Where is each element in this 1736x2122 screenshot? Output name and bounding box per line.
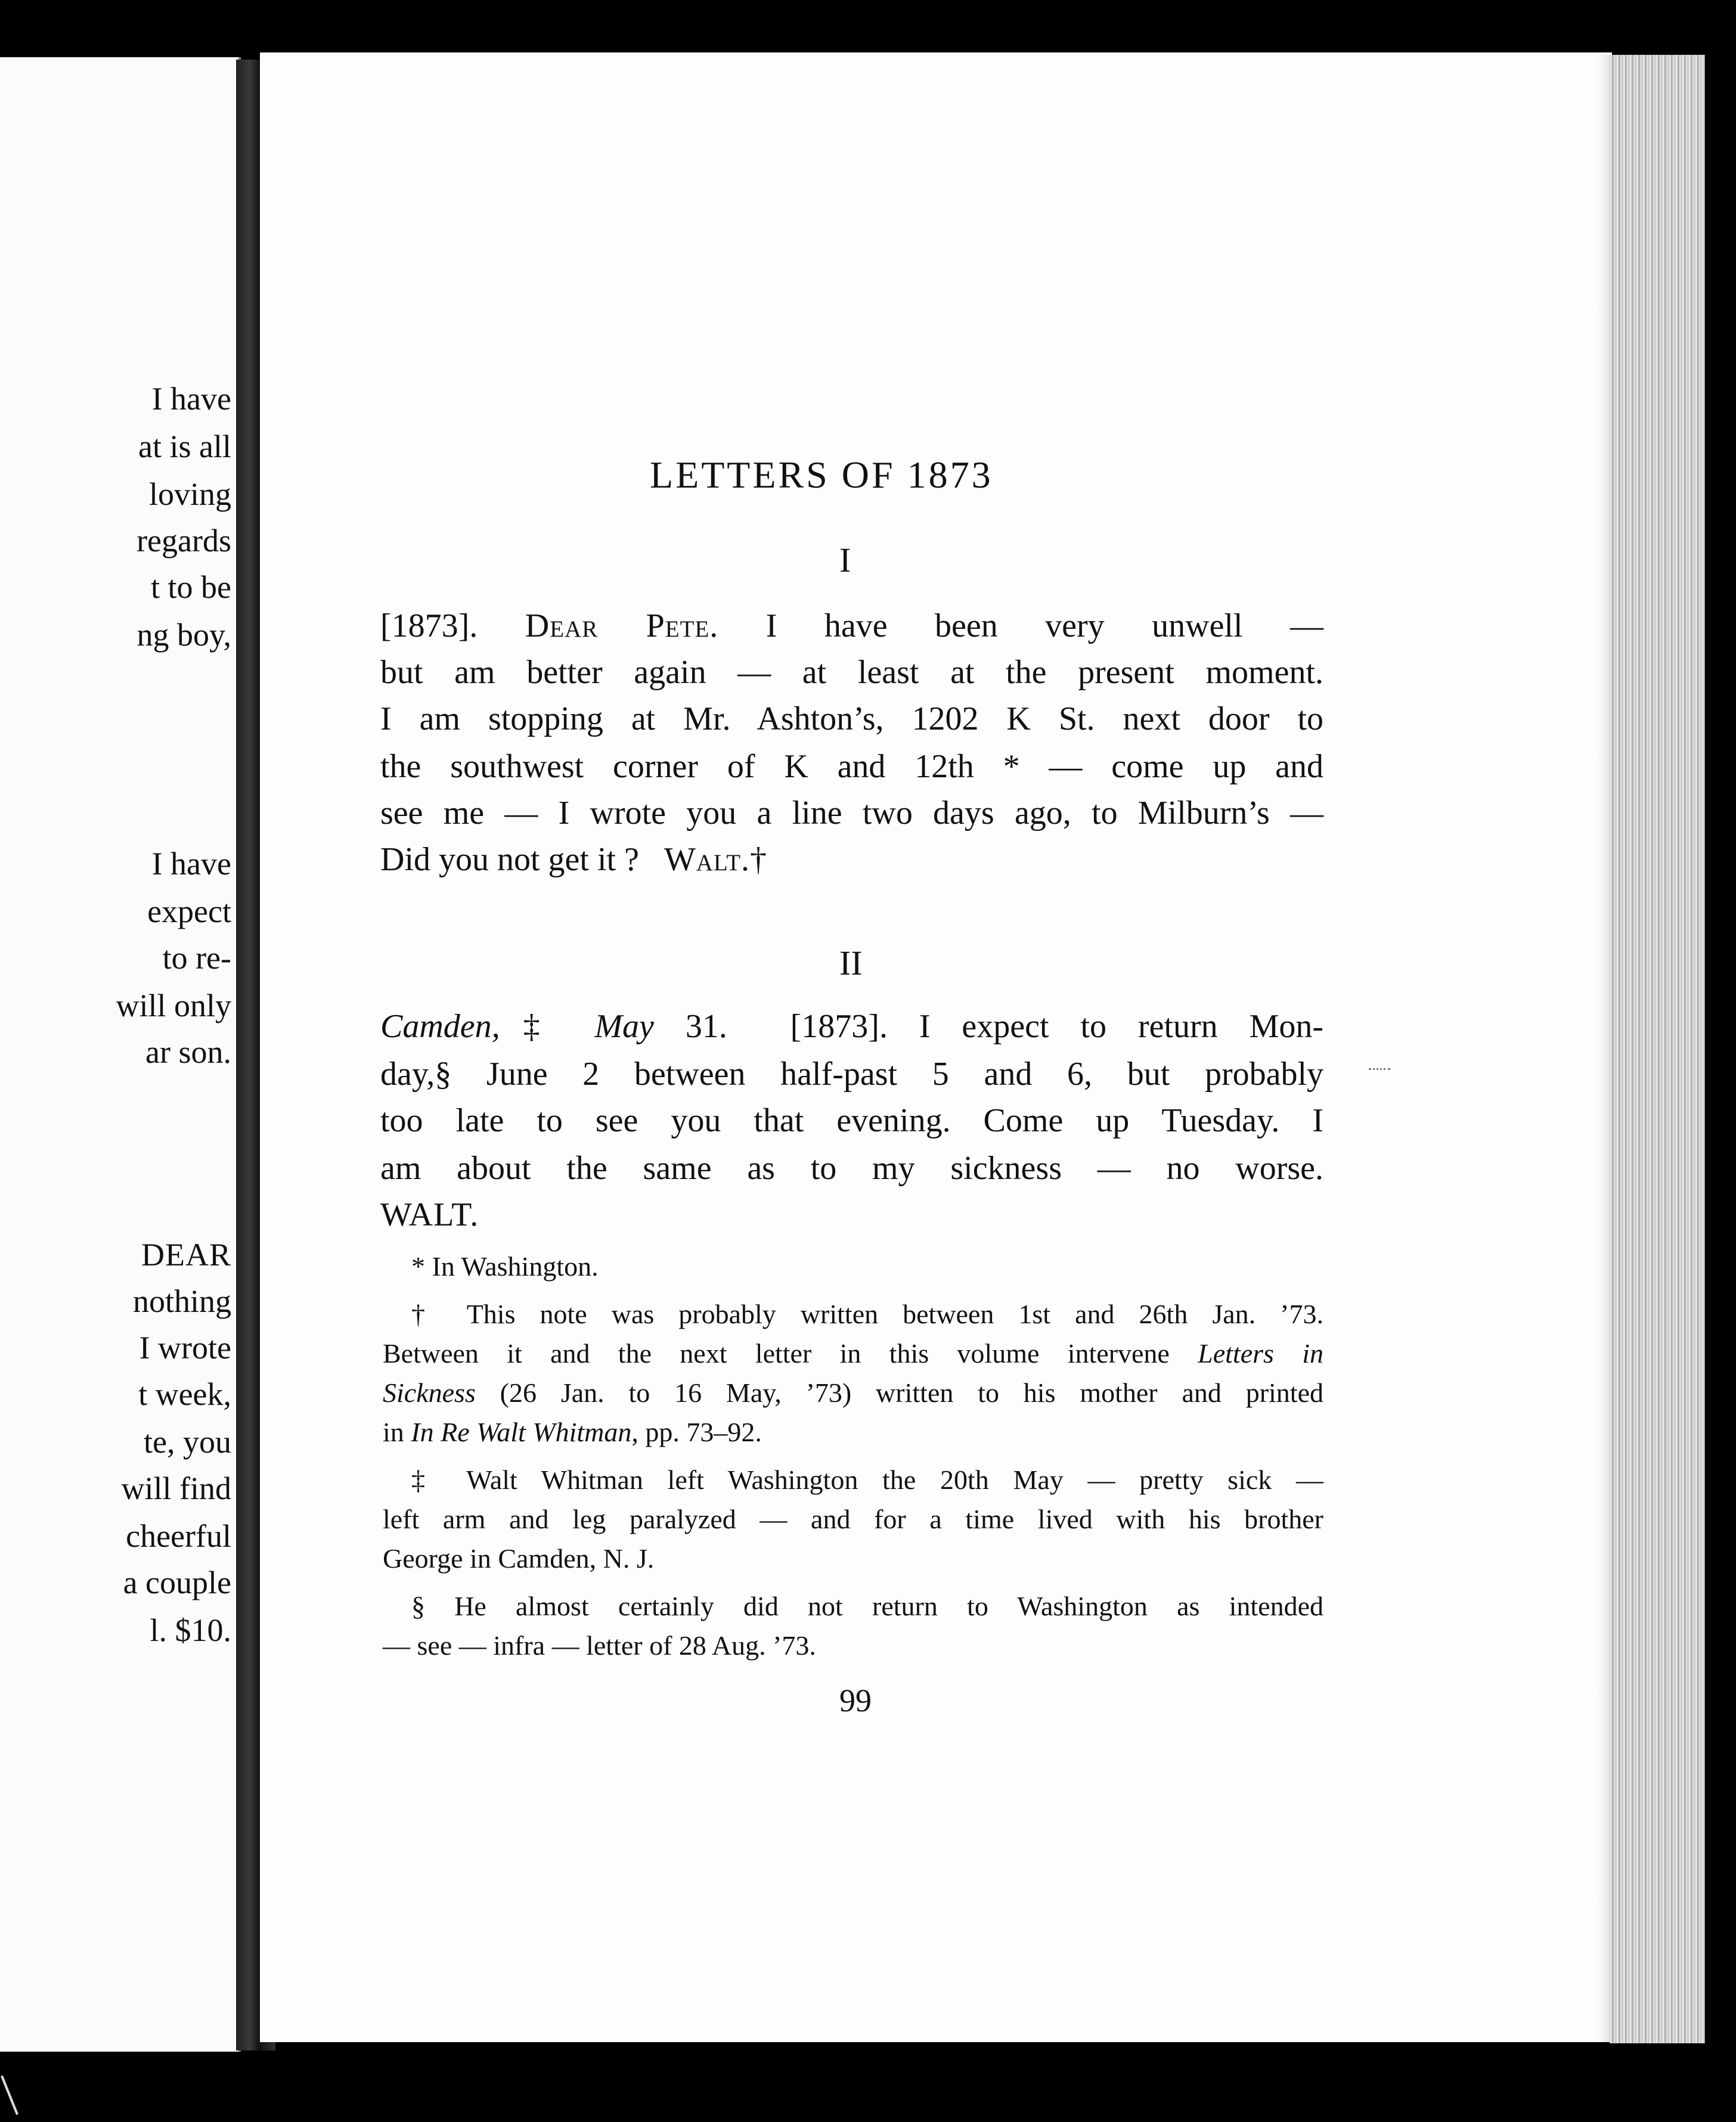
left-page-line: I have (151, 381, 231, 417)
letter-line: am about the same as to my sickness — no worse. (380, 1150, 1323, 1187)
left-page-line: t to be (151, 569, 231, 605)
left-page-line: loving (148, 476, 231, 512)
scan-scratch (1, 2076, 18, 2115)
left-page-line: a couple (123, 1565, 231, 1600)
letter-numeral: I (839, 541, 851, 579)
letter-line: the southwest corner of K and 12th * — come up and (380, 748, 1323, 785)
footnote-line: * In Washington. (411, 1251, 599, 1282)
letter-line: day,§ June 2 between half-past 5 and 6, but probably (380, 1056, 1323, 1093)
left-page-line: t week, (138, 1376, 231, 1412)
left-page-line: cheerful (126, 1518, 231, 1554)
book-page (260, 52, 1612, 2042)
letter-line: but am better again — at least at the present moment. (380, 654, 1323, 691)
left-page-line: expect (147, 894, 231, 929)
footnote-line: in In Re Walt Whitman, pp. 73–92. (383, 1417, 762, 1447)
footnote-line: left arm and leg paralyzed — and for a time lived with his brother (383, 1504, 1323, 1534)
letter-line: I am stopping at Mr. Ashton’s, 1202 K St. next door to (380, 700, 1323, 737)
page-edges (1610, 55, 1705, 2043)
left-page-line: ng boy, (137, 617, 231, 653)
page-number: 99 (839, 1683, 872, 1718)
left-page-line: will only (116, 988, 231, 1023)
left-page-line: I have (151, 846, 231, 882)
left-page-line: l. $10. (150, 1612, 231, 1648)
left-facing-page (0, 57, 241, 2052)
left-page-line: I wrote (139, 1330, 231, 1366)
left-page-line: nothing (132, 1283, 231, 1319)
letter-line: see me — I wrote you a line two days ago, to Milburn’s — (380, 795, 1323, 832)
left-page-line: ar son. (145, 1034, 231, 1070)
left-page-line: to re- (162, 940, 231, 976)
section-heading: LETTERS OF 1873 (650, 454, 993, 496)
left-page-line: te, you (144, 1424, 231, 1460)
footnote-line: § He almost certainly did not return to Washington as intended (411, 1591, 1323, 1621)
footnote-line: George in Camden, N. J. (383, 1543, 655, 1574)
letter-numeral: II (839, 944, 863, 982)
letter-line: [1873]. Dear Pete. I have been very unwell — (380, 607, 1323, 644)
footnote-line: — see — infra — letter of 28 Aug. ’73. (383, 1630, 816, 1661)
left-page-line: at is all (138, 429, 231, 464)
left-page-line: will find (121, 1470, 231, 1506)
letter-line: too late to see you that evening. Come up Tuesday. I (380, 1102, 1323, 1139)
margin-speck (1369, 1068, 1390, 1072)
footnote-line: Between it and the next letter in this volume intervene Letters in (383, 1338, 1323, 1369)
letter-line: Did you not get it ? Walt.† (380, 841, 767, 878)
letter-line: WALT. (380, 1196, 479, 1233)
left-page-line: regards (137, 523, 231, 559)
letter-line: Camden,‡ May 31. [1873]. I expect to return Mon- (380, 1008, 1324, 1045)
left-page-line: DEAR (141, 1237, 231, 1273)
footnote-line: † This note was probably written between 1st and 26th Jan. ’73. (411, 1299, 1323, 1329)
footnote-line: ‡ Walt Whitman left Washington the 20th May — pretty sick — (411, 1465, 1323, 1495)
footnote-line: Sickness (26 Jan. to 16 May, ’73) written to his mother and printed (383, 1378, 1323, 1408)
